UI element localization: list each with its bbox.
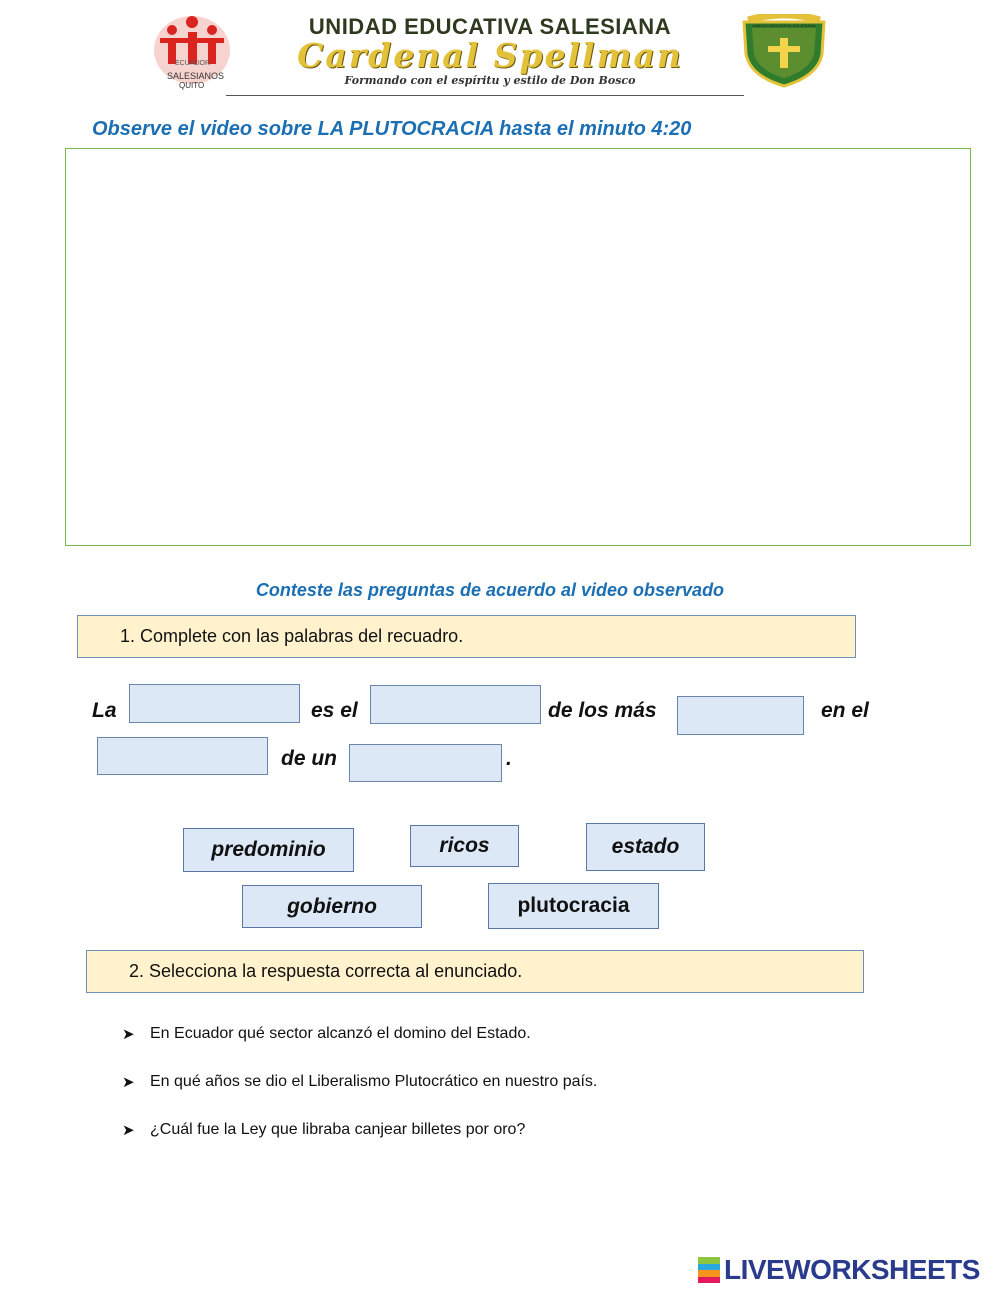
- sentence-word-la: La: [92, 699, 117, 722]
- arrow-bullet-icon: ➤: [122, 1122, 135, 1139]
- logo-text-quito: QUITO: [179, 81, 205, 90]
- school-title: UNIDAD EDUCATIVA SALESIANA: [308, 14, 672, 39]
- crest-label: UNIDAD EDUCATIVA SALESIANA: [752, 23, 816, 28]
- header-divider: [226, 95, 744, 96]
- word-chip-gobierno[interactable]: gobierno: [242, 885, 422, 928]
- word-chip-ricos[interactable]: ricos: [410, 825, 519, 867]
- logo-text-salesianos: SALESIANOS: [167, 71, 225, 81]
- brand-text: LIVEWORKSHEETS: [724, 1254, 980, 1285]
- blank-4-input[interactable]: [97, 737, 268, 775]
- video-instruction: Observe el video sobre LA PLUTOCRACIA hasta el minuto 4:20: [92, 118, 692, 140]
- arrow-bullet-icon: ➤: [122, 1026, 135, 1043]
- sentence-word-de-los-mas: de los más: [548, 699, 657, 722]
- live-badge-icon: [698, 1257, 720, 1283]
- logo-text-ecuador: ECUADOR: [175, 60, 211, 67]
- arrow-bullet-icon: ➤: [122, 1074, 135, 1091]
- question-2-banner: 2. Selecciona la respuesta correcta al enunciado.: [86, 950, 864, 993]
- sentence-word-de-un: de un: [281, 747, 337, 770]
- word-chip-predominio[interactable]: predominio: [183, 828, 354, 872]
- school-subtitle: Cardenal Spellman: [297, 36, 683, 75]
- sentence-word-en-el: en el: [821, 699, 869, 722]
- liveworksheets-brand: [698, 1254, 980, 1286]
- question-2-item[interactable]: [122, 1121, 525, 1139]
- salesianos-logo: [150, 12, 240, 92]
- video-player[interactable]: [65, 148, 971, 546]
- question-2-item[interactable]: [122, 1025, 531, 1043]
- word-chip-estado[interactable]: estado: [586, 823, 705, 871]
- sentence-period: .: [506, 747, 512, 770]
- blank-1-input[interactable]: [129, 684, 300, 723]
- question-2-item-text: ¿Cuál fue la Ley que libraba canjear billetes por oro?: [150, 1121, 526, 1138]
- school-motto: Formando con el espíritu y estilo de Don Bosco: [344, 74, 636, 87]
- question-2-item[interactable]: [122, 1073, 597, 1091]
- question-2-item-text: En Ecuador qué sector alcanzó el domino del Estado.: [150, 1025, 531, 1042]
- blank-3-input[interactable]: [677, 696, 804, 735]
- sentence-word-es-el: es el: [311, 699, 358, 722]
- blank-2-input[interactable]: [370, 685, 541, 724]
- question-2-item-text: En qué años se dio el Liberalismo Plutocrático en nuestro país.: [150, 1073, 598, 1090]
- questions-instruction: Conteste las preguntas de acuerdo al video observado: [255, 580, 725, 600]
- blank-5-input[interactable]: [349, 744, 502, 782]
- question-1-banner: 1. Complete con las palabras del recuadro.: [77, 615, 856, 658]
- school-crest-icon: [738, 14, 830, 88]
- word-chip-plutocracia[interactable]: plutocracia: [488, 883, 659, 929]
